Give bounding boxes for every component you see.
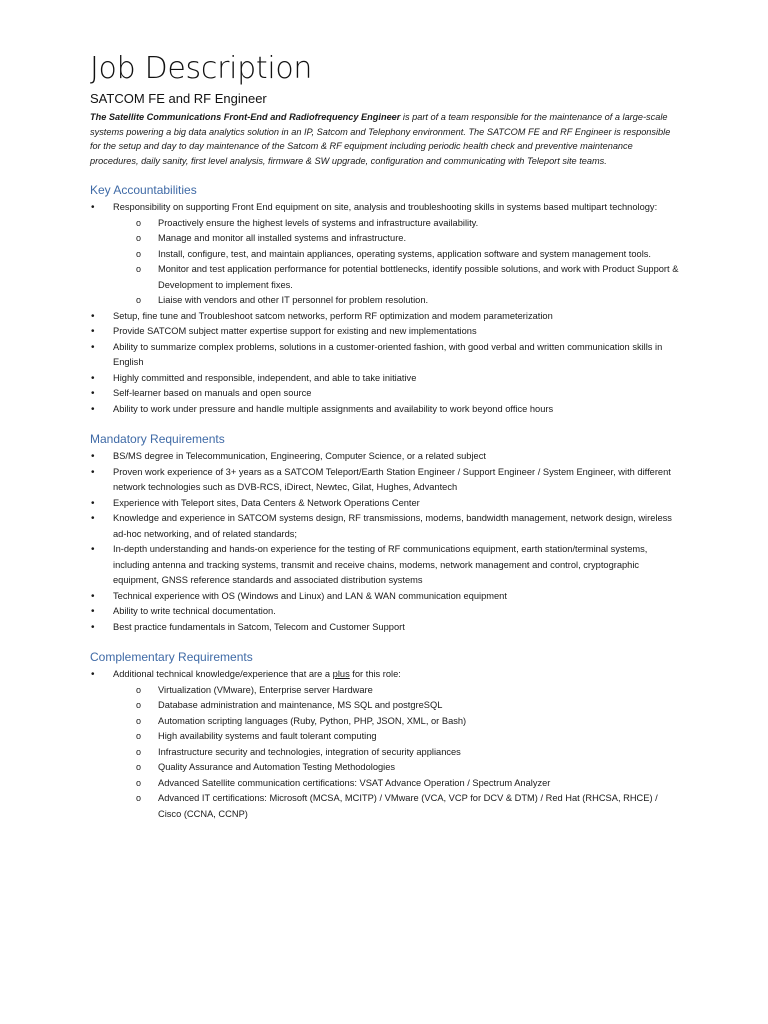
- complementary-requirements-heading: Complementary Requirements: [90, 650, 253, 664]
- sub-list-item: o Advanced Satellite communication certifications: VSAT Advance Operation / Spectrum Analyzer: [113, 776, 680, 792]
- intro-paragraph: [90, 110, 680, 168]
- list-item: • Best practice fundamentals in Satcom, Telecom and Customer Support: [90, 620, 680, 636]
- intro-bold-text: The Satellite Communications Front-End and Radiofrequency Engineer: [90, 112, 401, 122]
- list-item: • Technical experience with OS (Windows and Linux) and LAN & WAN communication equipment: [90, 589, 680, 605]
- sub-list-item: o Liaise with vendors and other IT personnel for problem resolution.: [113, 293, 680, 309]
- list-item-text: Responsibility on supporting Front End equipment on site, analysis and troubleshooting skills in systems based multipart technology:: [113, 202, 658, 212]
- sub-list-item: o Infrastructure security and technologies, integration of security appliances: [113, 745, 680, 761]
- document-body: [90, 50, 680, 822]
- list-item: [90, 667, 680, 822]
- role-title: SATCOM FE and RF Engineer: [90, 91, 267, 106]
- sub-list-item: o Automation scripting languages (Ruby, Python, PHP, JSON, XML, or Bash): [113, 714, 680, 730]
- list-item: • Ability to write technical documentation.: [90, 604, 680, 620]
- mandatory-requirements-heading: Mandatory Requirements: [90, 432, 225, 446]
- sub-list-item: o Proactively ensure the highest levels of systems and infrastructure availability.: [113, 216, 680, 232]
- mandatory-requirements-list: [90, 449, 680, 635]
- lead-text-after: for this role:: [349, 669, 401, 679]
- sub-list-item: o Manage and monitor all installed systems and infrastructure.: [113, 231, 680, 247]
- key-accountabilities-heading: Key Accountabilities: [90, 183, 197, 197]
- list-item: • In-depth understanding and hands-on experience for the testing of RF communications equipment, earth station/terminal systems, including antenna and tracking systems, transmit and receive chains, modems, network management and control, cryptographic equipment, GNSS reference standards and associated distribution systems: [90, 542, 680, 589]
- list-item: • Ability to work under pressure and handle multiple assignments and availability to work beyond office hours: [90, 402, 680, 418]
- intro-text: is part of a team responsible for the maintenance of a large-scale systems powering a big data analytics solution in an IP, Satcom and Telephony environment. The SATCOM FE and RF Engineer is responsible for the setup and day to day maintenance of the Satcom & RF equipment including periodic health check and preventive maintenance procedures, daily sanity, first level analysis, firmware & SW upgrade, configuration and communicating with Teleport site teams.: [90, 112, 671, 166]
- lead-text-before: Additional technical knowledge/experience that are a: [113, 669, 333, 679]
- page-title: Job Description: [90, 51, 313, 86]
- list-item: [90, 200, 680, 309]
- sub-list-item: o Virtualization (VMware), Enterprise server Hardware: [113, 683, 680, 699]
- sub-list-item: o Monitor and test application performance for potential bottlenecks, identify possible solutions, and work with Product Support & Development to implement fixes.: [113, 262, 680, 293]
- sub-list-item: o High availability systems and fault tolerant computing: [113, 729, 680, 745]
- list-item: • Provide SATCOM subject matter expertise support for existing and new implementations: [90, 324, 680, 340]
- list-item: • Setup, fine tune and Troubleshoot satcom networks, perform RF optimization and modem parameterization: [90, 309, 680, 325]
- complementary-requirements-list: [90, 667, 680, 822]
- list-item: • Knowledge and experience in SATCOM systems design, RF transmissions, modems, bandwidth management, network design, wireless ad-hoc networking, and of related standards;: [90, 511, 680, 542]
- key-accountabilities-list: [90, 200, 680, 417]
- sub-list-item: o Database administration and maintenance, MS SQL and postgreSQL: [113, 698, 680, 714]
- sub-list-item: o Install, configure, test, and maintain appliances, operating systems, application software and system management tools.: [113, 247, 680, 263]
- sub-list: [113, 216, 680, 309]
- list-item: • Ability to summarize complex problems, solutions in a customer-oriented fashion, with good verbal and written communication skills in English: [90, 340, 680, 371]
- list-item: • BS/MS degree in Telecommunication, Engineering, Computer Science, or a related subject: [90, 449, 680, 465]
- list-item: • Highly committed and responsible, independent, and able to take initiative: [90, 371, 680, 387]
- list-item: • Proven work experience of 3+ years as a SATCOM Teleport/Earth Station Engineer / Support Engineer / System Engineer, with different network technologies such as DVB-RCS, iDirect, Newtec, Gilat, Hughes, Advantech: [90, 465, 680, 496]
- list-item: • Self-learner based on manuals and open source: [90, 386, 680, 402]
- sub-list-item: o Quality Assurance and Automation Testing Methodologies: [113, 760, 680, 776]
- sub-list-item: o Advanced IT certifications: Microsoft (MCSA, MCITP) / VMware (VCA, VCP for DCV & DTM) / Red Hat (RHCSA, RHCE) / Cisco (CCNA, CCNP): [113, 791, 680, 822]
- sub-list: [113, 683, 680, 823]
- lead-text-underlined: plus: [332, 669, 350, 679]
- list-item: • Experience with Teleport sites, Data Centers & Network Operations Center: [90, 496, 680, 512]
